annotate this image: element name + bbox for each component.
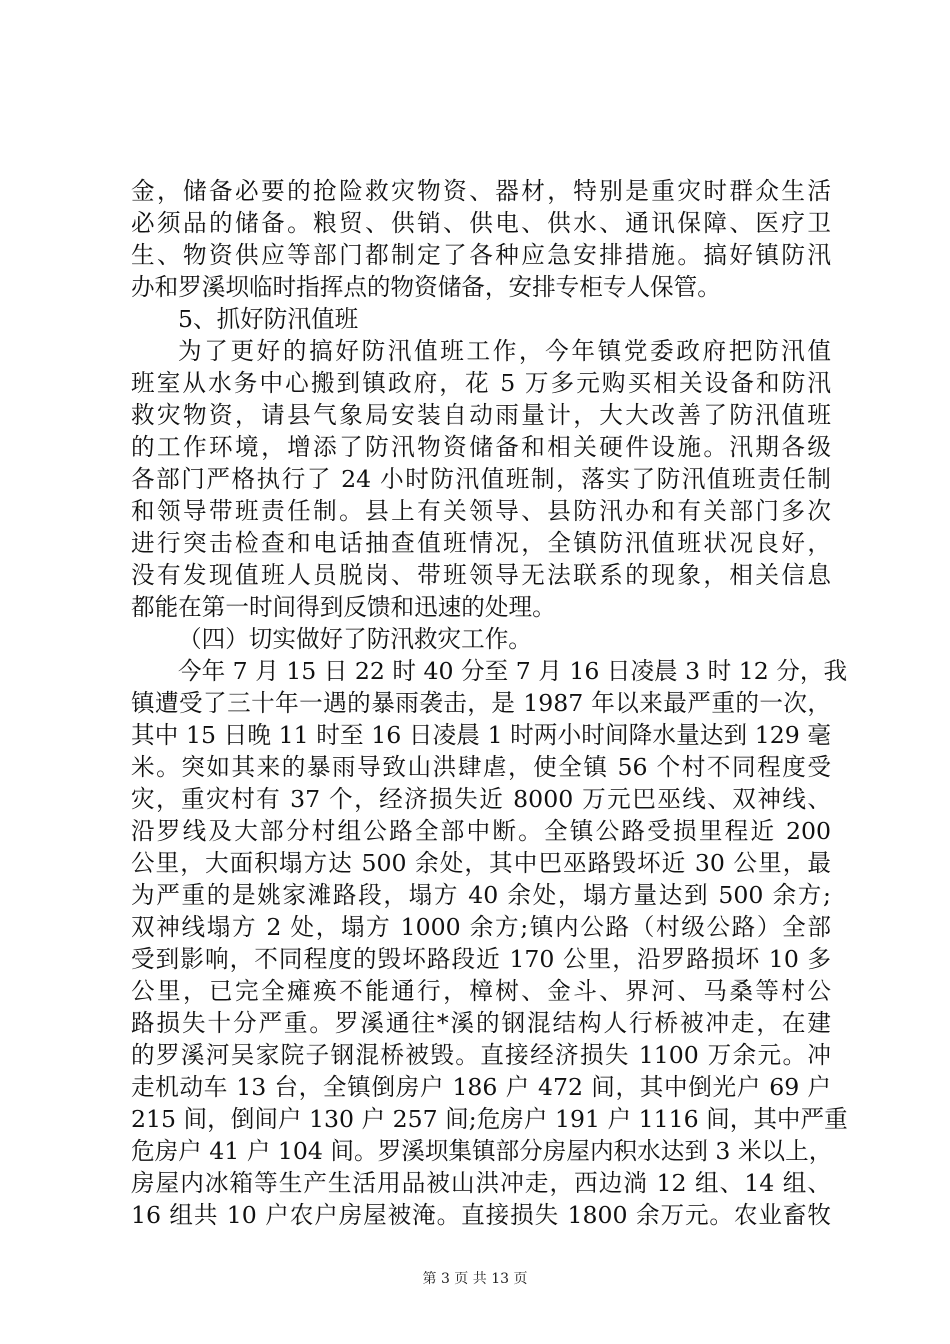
- text-line: 受到影响，不同程度的毁坏路段近 170 公里，沿罗路损坏 10 多: [131, 945, 831, 973]
- text-line: 今年 7 月 15 日 22 时 40 分至 7 月 16 日凌晨 3 时 12 分，我: [178, 657, 848, 685]
- text-line: 沿罗线及大部分村组公路全部中断。全镇公路受损里程近 200: [131, 817, 831, 845]
- text-line: 16 组共 10 户农户房屋被淹。直接损失 1800 余万元。农业畜牧: [131, 1201, 831, 1229]
- text-line: 公里，大面积塌方达 500 余处，其中巴巫路毁坏近 30 公里，最: [131, 849, 831, 877]
- text-line: 的罗溪河吴家院子钢混桥被毁。直接经济损失 1100 万余元。冲: [131, 1041, 831, 1069]
- text-line: 危房户 41 户 104 间。罗溪坝集镇部分房屋内积水达到 3 米以上，: [131, 1137, 833, 1165]
- text-line: 米。突如其来的暴雨导致山洪肆虐，使全镇 56 个村不同程度受: [131, 753, 831, 781]
- text-line: 其中 15 日晚 11 时至 16 日凌晨 1 时两小时间降水量达到 129 毫: [131, 721, 831, 749]
- text-line: 的工作环境，增添了防汛物资储备和相关硬件设施。汛期各级: [131, 433, 831, 461]
- body-text: [131, 175, 848, 1231]
- text-line: 办和罗溪坝临时指挥点的物资储备，安排专柜专人保管。: [131, 273, 721, 301]
- text-line: 必须品的储备。粮贸、供销、供电、供水、通讯保障、医疗卫: [131, 209, 831, 237]
- text-line: 为了更好的搞好防汛值班工作，今年镇党委政府把防汛值: [178, 337, 831, 365]
- page-footer: 第 3 页 共 13 页: [422, 1271, 528, 1287]
- text-line: 金，储备必要的抢险救灾物资、器材，特别是重灾时群众生活: [131, 177, 831, 205]
- text-line: 为严重的是姚家滩路段，塌方 40 余处，塌方量达到 500 余方;: [131, 881, 831, 909]
- text-line: 215 间，倒间户 130 户 257 间;危房户 191 户 1116 间，其中严重: [131, 1105, 848, 1133]
- text-line: 双神线塌方 2 处，塌方 1000 余方;镇内公路（村级公路）全部: [131, 913, 831, 941]
- section-heading: （四）切实做好了防汛救灾工作。: [178, 625, 532, 653]
- text-line: 班室从水务中心搬到镇政府，花 5 万多元购买相关设备和防汛: [131, 369, 831, 397]
- text-line: 灾，重灾村有 37 个，经济损失近 8000 万元巴巫线、双神线、: [131, 785, 831, 813]
- text-line: 各部门严格执行了 24 小时防汛值班制，落实了防汛值班责任制: [131, 465, 831, 493]
- text-line: 镇遭受了三十年一遇的暴雨袭击，是 1987 年以来最严重的一次，: [131, 689, 831, 717]
- text-line: 没有发现值班人员脱岗、带班领导无法联系的现象，相关信息: [131, 561, 831, 589]
- text-line: 生、物资供应等部门都制定了各种应急安排措施。搞好镇防汛: [131, 241, 831, 269]
- section-heading: 5、抓好防汛值班: [178, 305, 359, 333]
- text-line: 救灾物资，请县气象局安装自动雨量计，大大改善了防汛值班: [131, 401, 831, 429]
- text-line: 进行突击检查和电话抽查值班情况，全镇防汛值班状况良好，: [131, 529, 831, 557]
- text-line: 房屋内冰箱等生产生活用品被山洪冲走，西边淌 12 组、14 组、: [131, 1169, 831, 1197]
- text-line: 走机动车 13 台，全镇倒房户 186 户 472 间，其中倒光户 69 户: [131, 1073, 831, 1101]
- text-line: 和领导带班责任制。县上有关领导、县防汛办和有关部门多次: [131, 497, 831, 525]
- text-line: 都能在第一时间得到反馈和迅速的处理。: [131, 593, 556, 621]
- text-line: 路损失十分严重。罗溪通往*溪的钢混结构人行桥被冲走，在建: [131, 1009, 831, 1037]
- text-line: 公里，已完全瘫痪不能通行，樟树、金斗、界河、马桑等村公: [131, 977, 831, 1005]
